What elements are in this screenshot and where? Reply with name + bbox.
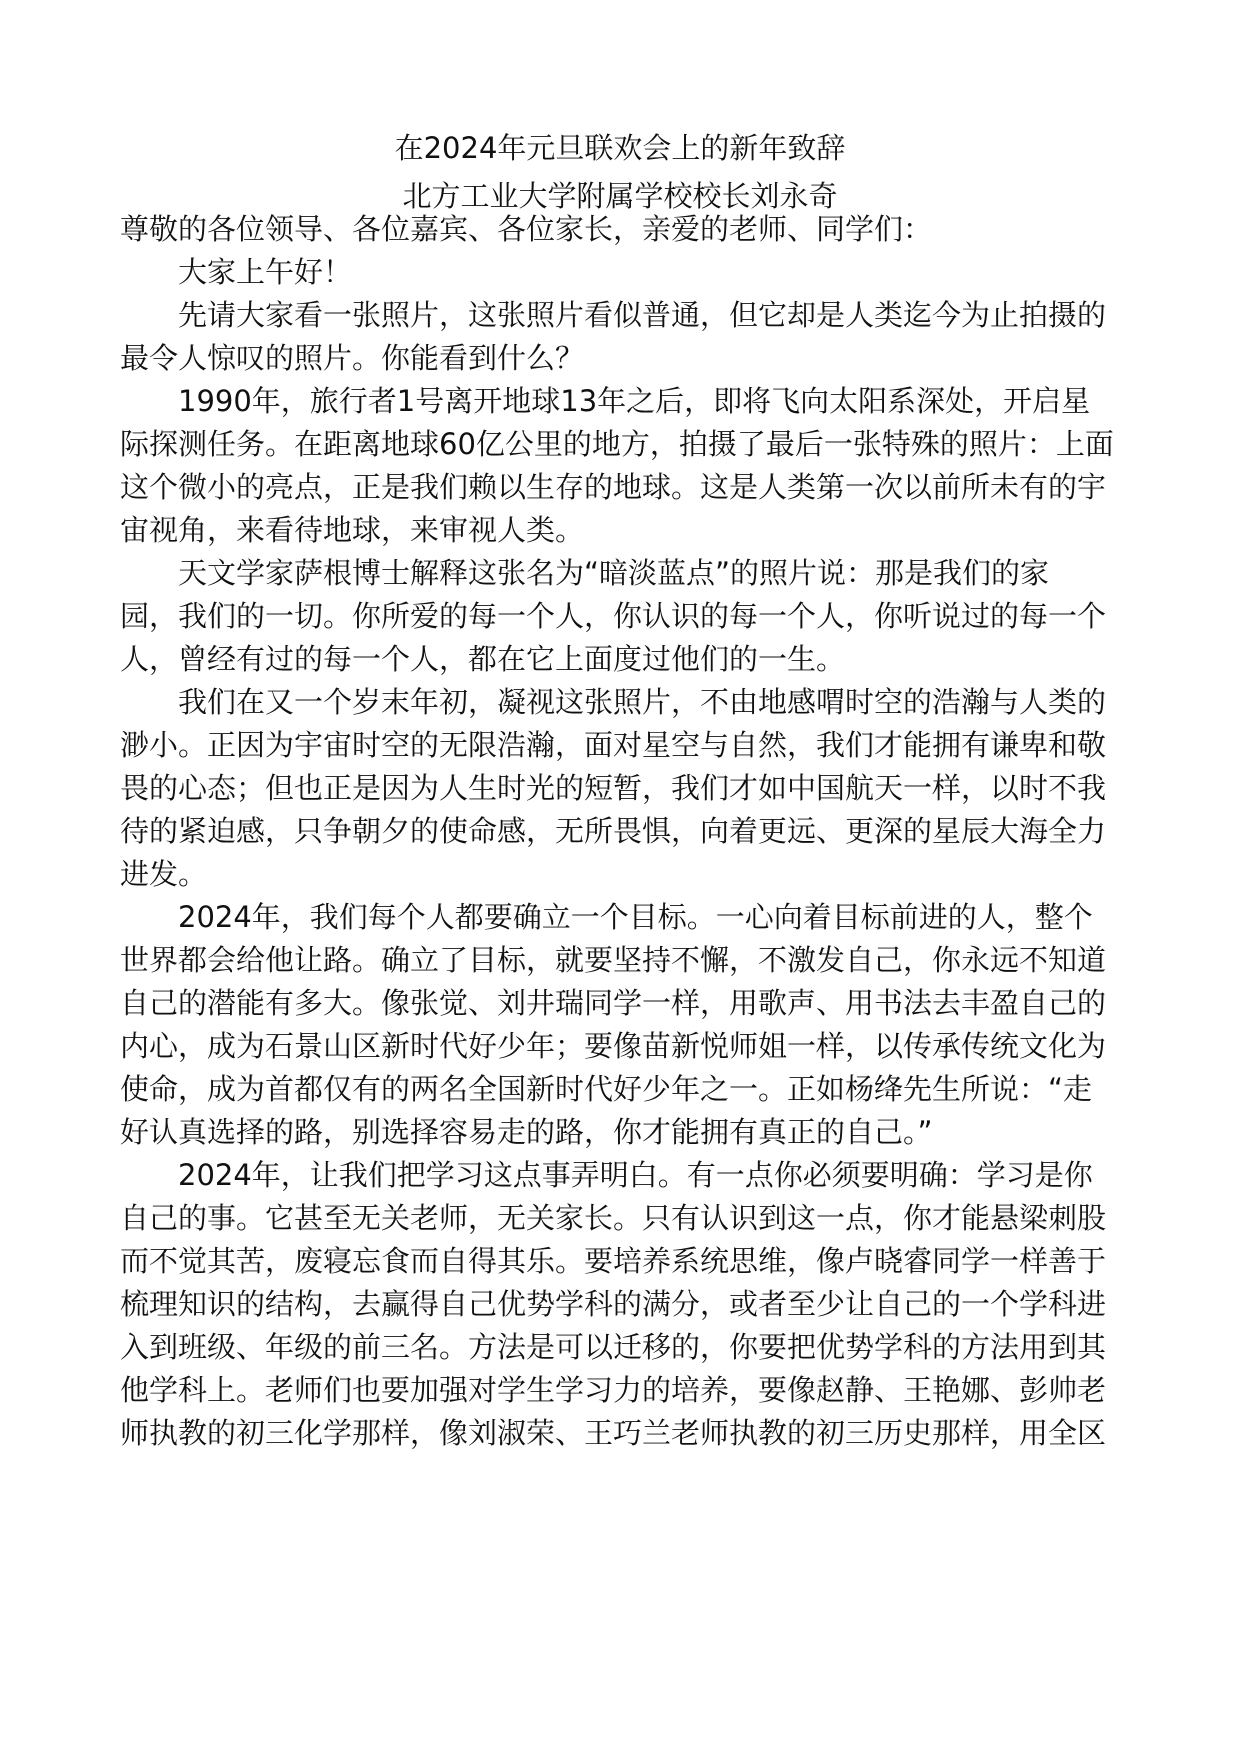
paragraph-line: 宙视角，来看待地球，来审视人类。: [120, 513, 585, 547]
paragraph-line: 使命，成为首都仅有的两名全国新时代好少年之一。正如杨绛先生所说：“走: [120, 1072, 1093, 1106]
document-subtitle: 北方工业大学附属学校校长刘永奇: [402, 179, 838, 213]
paragraph-line: 大家上午好！: [178, 255, 353, 289]
paragraph-line: 际探测任务。在距离地球60亿公里的地方，拍摄了最后一张特殊的照片：上面: [120, 427, 1114, 461]
paragraph-line: 世界都会给他让路。确立了目标，就要坚持不懈，不激发自己，你永远不知道: [120, 943, 1107, 977]
paragraph-line: 2024年，让我们把学习这点事弄明白。有一点你必须要明确：学习是你: [178, 1158, 1093, 1192]
paragraph-line: 入到班级、年级的前三名。方法是可以迁移的，你要把优势学科的方法用到其: [120, 1330, 1107, 1364]
paragraph-line: 最令人惊叹的照片。你能看到什么？: [120, 341, 585, 375]
paragraph-line: 天文学家萨根博士解释这张名为“暗淡蓝点”的照片说：那是我们的家: [178, 556, 1050, 590]
paragraph-line: 进发。: [120, 857, 208, 891]
paragraph-line: 人，曾经有过的每一个人，都在它上面度过他们的一生。: [120, 642, 846, 676]
paragraph-line: 渺小。正因为宇宙时空的无限浩瀚，面对星空与自然，我们才能拥有谦卑和敬: [120, 728, 1107, 762]
paragraph-line: 我们在又一个岁末年初，凝视这张照片，不由地感喟时空的浩瀚与人类的: [178, 685, 1107, 719]
document-title: 在2024年元旦联欢会上的新年致辞: [394, 131, 846, 165]
paragraph-line: 2024年，我们每个人都要确立一个目标。一心向着目标前进的人，整个: [178, 900, 1093, 934]
paragraph-line: 这个微小的亮点，正是我们赖以生存的地球。这是人类第一次以前所未有的宇: [120, 470, 1107, 504]
paragraph-line: 待的紧迫感，只争朝夕的使命感，无所畏惧，向着更远、更深的星辰大海全力: [120, 814, 1107, 848]
paragraph-line: 自己的潜能有多大。像张觉、刘井瑞同学一样，用歌声、用书法去丰盈自己的: [120, 986, 1107, 1020]
paragraph-line: 好认真选择的路，别选择容易走的路，你才能拥有真正的自己。”: [120, 1115, 933, 1149]
paragraph-line: 园，我们的一切。你所爱的每一个人，你认识的每一个人，你听说过的每一个: [120, 599, 1107, 633]
paragraph-line: 自己的事。它甚至无关老师，无关家长。只有认识到这一点，你才能悬梁刺股: [120, 1201, 1107, 1235]
paragraph-line: 而不觉其苦，废寝忘食而自得其乐。要培养系统思维，像卢晓睿同学一样善于: [120, 1244, 1107, 1278]
salutation-line: 尊敬的各位领导、各位嘉宾、各位家长，亲爱的老师、同学们：: [120, 212, 933, 246]
paragraph-line: 梳理知识的结构，去赢得自己优势学科的满分，或者至少让自己的一个学科进: [120, 1287, 1107, 1321]
paragraph-line: 1990年，旅行者1号离开地球13年之后，即将飞向太阳系深处，开启星: [178, 384, 1091, 418]
paragraph-line: 师执教的初三化学那样，像刘淑荣、王巧兰老师执教的初三历史那样，用全区: [120, 1416, 1107, 1450]
paragraph-line: 畏的心态；但也正是因为人生时光的短暂，我们才如中国航天一样，以时不我: [120, 771, 1107, 805]
paragraph-line: 内心，成为石景山区新时代好少年；要像苗新悦师姐一样，以传承传统文化为: [120, 1029, 1107, 1063]
paragraph-line: 先请大家看一张照片，这张照片看似普通，但它却是人类迄今为止拍摄的: [178, 298, 1107, 332]
paragraph-line: 他学科上。老师们也要加强对学生学习力的培养，要像赵静、王艳娜、彭帅老: [120, 1373, 1107, 1407]
